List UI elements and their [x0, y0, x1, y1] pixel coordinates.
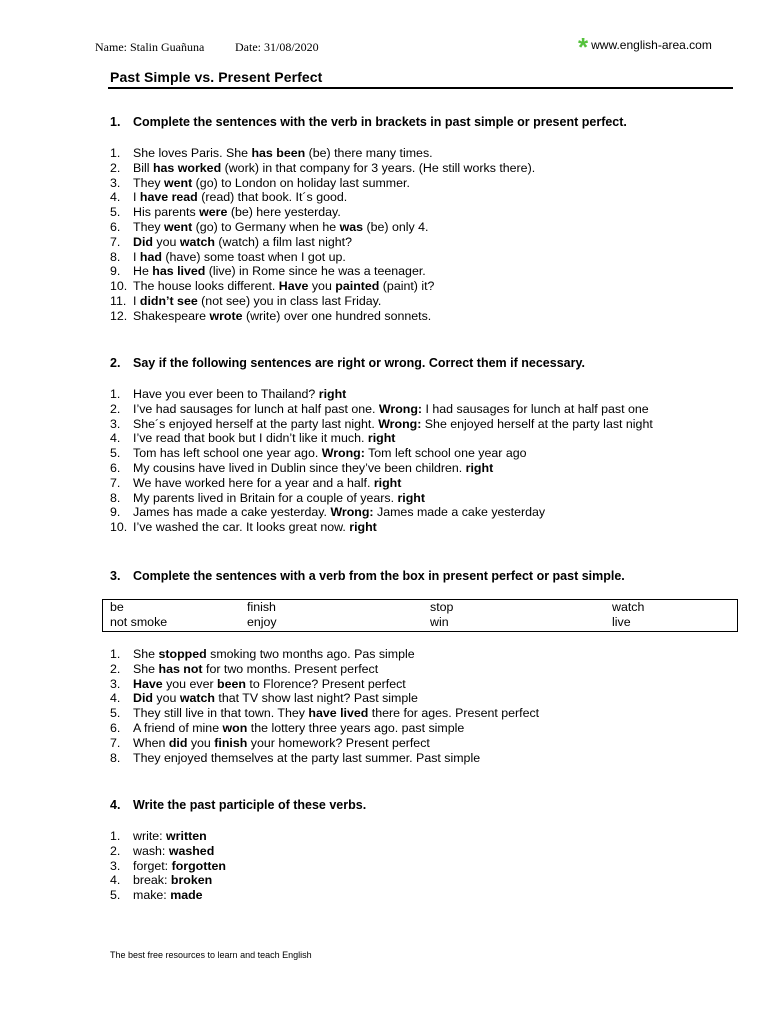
- sentence-text: They: [133, 219, 164, 234]
- item-text: [133, 446, 527, 461]
- section-1: [110, 115, 627, 129]
- answer-text: Did: [133, 691, 153, 706]
- section-heading: [110, 798, 366, 812]
- item-number: 1.: [110, 829, 121, 843]
- item-number: 2.: [110, 661, 121, 676]
- sentence-text: I: [133, 249, 140, 264]
- website-url: www.english-area.com: [591, 38, 712, 52]
- answer-text: been: [217, 676, 246, 691]
- list-item: [110, 476, 653, 491]
- answer-text: right: [349, 520, 377, 535]
- item-number: 4.: [110, 873, 121, 888]
- exercise-list: [110, 829, 226, 903]
- answer-text: have read: [139, 190, 198, 205]
- sentence-text: make:: [133, 888, 171, 903]
- item-number: 7.: [110, 735, 121, 750]
- list-item: [110, 387, 653, 402]
- sentence-text: for two months. Present perfect: [202, 661, 379, 676]
- list-item: [110, 250, 535, 265]
- answer-text: painted: [335, 279, 380, 294]
- sentence-text: (not see) you in class last Friday.: [197, 293, 382, 308]
- list-item: [110, 751, 539, 766]
- list-item: [110, 176, 535, 191]
- answer-text: went: [164, 175, 193, 190]
- list-item: [110, 505, 653, 520]
- item-number: 1.: [110, 146, 121, 160]
- list-item: [110, 520, 653, 535]
- sentence-text: (be) here yesterday.: [227, 205, 341, 220]
- section-heading-text: Write the past participle of these verbs.: [133, 798, 367, 812]
- item-text: [133, 402, 649, 417]
- item-number: 7.: [110, 475, 121, 490]
- sentence-text: (write) over one hundred sonnets.: [242, 308, 432, 323]
- website-logo: [578, 32, 712, 62]
- item-number: 8.: [110, 490, 121, 505]
- list-item: [110, 491, 653, 506]
- sentence-text: (work) in that company for 3 years. (He still works there).: [221, 160, 536, 175]
- verb-box-row: [103, 600, 737, 615]
- sentence-text: I’ve washed the car. It looks great now.: [133, 520, 350, 535]
- verb-box-cell: win: [430, 614, 449, 629]
- answer-text: has worked: [152, 160, 222, 175]
- answer-text: watch: [179, 234, 215, 249]
- item-text: [133, 387, 346, 402]
- section-number: 2.: [110, 356, 121, 370]
- item-number: 8.: [110, 249, 121, 264]
- verb-box-cell: live: [612, 614, 631, 629]
- item-text: [133, 520, 377, 535]
- item-text: [133, 476, 401, 491]
- answer-text: Have: [133, 676, 163, 691]
- item-text: [133, 205, 341, 220]
- sentence-text: His parents: [133, 205, 200, 220]
- item-number: 5.: [110, 888, 121, 903]
- answer-text: right: [397, 490, 425, 505]
- item-number: 10.: [110, 279, 128, 294]
- sentence-text: (be) there many times.: [305, 146, 433, 160]
- item-text: [133, 176, 410, 191]
- sentence-text: I’ve had sausages for lunch at half past one.: [133, 401, 379, 416]
- item-text: [133, 844, 214, 859]
- list-item: [110, 279, 535, 294]
- answer-text: right: [367, 431, 396, 446]
- list-item: [110, 859, 226, 874]
- verb-box-cell: watch: [612, 600, 645, 614]
- section-heading-text: Complete the sentences with a verb from the box in present perfect or past simple.: [133, 569, 625, 583]
- exercise-list: [110, 387, 653, 535]
- verb-box-cell: finish: [247, 600, 276, 614]
- answer-text: was: [339, 219, 364, 234]
- sentence-text: We have worked here for a year and a half.: [133, 475, 374, 490]
- item-text: [133, 721, 464, 736]
- sentence-text: break:: [133, 873, 171, 888]
- item-number: 1.: [110, 647, 121, 661]
- sentence-text: (paint) it?: [379, 279, 435, 294]
- item-text: [133, 505, 545, 520]
- item-text: [133, 662, 378, 677]
- item-text: [133, 491, 425, 506]
- item-number: 3.: [110, 416, 121, 431]
- item-text: [133, 279, 434, 294]
- answer-text: had: [139, 249, 162, 264]
- list-item: [110, 647, 539, 662]
- list-item: [110, 706, 539, 721]
- answer-text: right: [318, 387, 347, 401]
- list-item: [110, 294, 535, 309]
- answer-text: wrote: [209, 308, 243, 323]
- answer-text: were: [199, 205, 228, 220]
- sentence-text: They still live in that town. They: [133, 706, 309, 721]
- item-number: 9.: [110, 264, 121, 279]
- item-text: [133, 873, 212, 888]
- item-text: [133, 146, 433, 161]
- section-heading-text: Complete the sentences with the verb in brackets in past simple or present perfect.: [133, 115, 627, 129]
- list-item: [110, 662, 539, 677]
- asterisk-icon: *: [578, 32, 589, 62]
- section-heading: [110, 356, 585, 370]
- footer-tagline: The best free resources to learn and teach English: [110, 950, 312, 960]
- item-text: [133, 294, 381, 309]
- sentence-text: to Florence? Present perfect: [245, 676, 406, 691]
- list-item: [110, 888, 226, 903]
- list-item: [110, 721, 539, 736]
- sentence-text: When: [133, 735, 169, 750]
- sentence-text: (live) in Rome since he was a teenager.: [205, 264, 426, 279]
- sentence-text: I had sausages for lunch at half past one: [422, 401, 649, 416]
- answer-text: has not: [158, 661, 203, 676]
- answer-text: washed: [168, 843, 215, 858]
- item-number: 2.: [110, 843, 121, 858]
- title-divider: [108, 87, 733, 89]
- answer-text: has been: [251, 146, 306, 160]
- sentence-text: your homework? Present perfect: [247, 735, 430, 750]
- sentence-text: She: [133, 647, 159, 661]
- sentence-text: They enjoyed themselves at the party last summer. Past simple: [133, 750, 481, 765]
- list-item: [110, 220, 535, 235]
- item-text: [133, 647, 415, 662]
- list-item: [110, 309, 535, 324]
- list-item: [110, 736, 539, 751]
- answer-text: broken: [170, 873, 213, 888]
- student-name: Name: Stalin Guañuna: [95, 40, 205, 54]
- sentence-text: (go) to Germany when he: [192, 219, 340, 234]
- item-text: [133, 431, 395, 446]
- answer-text: have lived: [308, 706, 369, 721]
- section-4: [110, 798, 366, 812]
- item-number: 5.: [110, 205, 121, 220]
- answer-text: Wrong:: [330, 505, 374, 520]
- sentence-text: (have) some toast when I got up.: [161, 249, 346, 264]
- answer-text: Did: [133, 234, 153, 249]
- sentence-text: Shakespeare: [133, 308, 210, 323]
- sentence-text: Bill: [133, 160, 153, 175]
- verb-box-cell: be: [110, 600, 124, 614]
- section-number: 4.: [110, 798, 121, 812]
- item-text: [133, 250, 346, 265]
- item-number: 1.: [110, 387, 121, 401]
- sentence-text: Tom left school one year ago: [364, 446, 527, 461]
- list-item: [110, 417, 653, 432]
- verb-box-row: [103, 615, 737, 630]
- item-number: 6.: [110, 460, 121, 475]
- answer-text: right: [373, 475, 402, 490]
- item-text: [133, 309, 431, 324]
- sentence-text: there for ages. Present perfect: [368, 706, 540, 721]
- list-item: [110, 205, 535, 220]
- sentence-text: She: [133, 661, 159, 676]
- section-2: [110, 356, 585, 370]
- item-number: 10.: [110, 520, 128, 535]
- sentence-text: you: [187, 735, 215, 750]
- section-heading: [110, 569, 625, 583]
- page-title: Past Simple vs. Present Perfect: [110, 69, 323, 85]
- section-3: [110, 569, 625, 583]
- sentence-text: you: [152, 234, 180, 249]
- answer-text: right: [465, 460, 494, 475]
- sentence-text: She loves Paris. She: [133, 146, 252, 160]
- answer-text: did: [168, 735, 188, 750]
- answer-text: won: [222, 720, 248, 735]
- sentence-text: My cousins have lived in Dublin since they’ve been children.: [133, 460, 466, 475]
- answer-text: Wrong:: [321, 446, 365, 461]
- list-item: [110, 691, 539, 706]
- sentence-text: James has made a cake yesterday.: [133, 505, 331, 520]
- list-item: [110, 235, 535, 250]
- sentence-text: She´s enjoyed herself at the party last night.: [133, 416, 379, 431]
- item-number: 12.: [110, 308, 128, 323]
- sentence-text: you: [152, 691, 180, 706]
- section-heading: [110, 115, 627, 129]
- sentence-text: A friend of mine: [133, 720, 223, 735]
- list-item: [110, 829, 226, 844]
- list-item: [110, 461, 653, 476]
- sentence-text: forget:: [133, 858, 172, 873]
- item-text: [133, 751, 480, 766]
- item-text: [133, 677, 406, 692]
- list-item: [110, 446, 653, 461]
- item-number: 7.: [110, 234, 121, 249]
- item-text: [133, 888, 203, 903]
- item-number: 2.: [110, 160, 121, 175]
- item-number: 4.: [110, 691, 121, 706]
- verb-box-cell: enjoy: [247, 614, 277, 629]
- sentence-text: They: [133, 175, 164, 190]
- sentence-text: The house looks different.: [133, 279, 279, 294]
- sentence-text: James made a cake yesterday: [373, 505, 546, 520]
- answer-text: finish: [214, 735, 248, 750]
- item-text: [133, 235, 352, 250]
- item-text: [133, 264, 426, 279]
- sentence-text: I’ve read that book but I didn’t like it much.: [133, 431, 368, 446]
- section-heading-text: Say if the following sentences are right or wrong. Correct them if necessary.: [133, 356, 585, 370]
- answer-text: watch: [179, 691, 215, 706]
- item-number: 3.: [110, 676, 121, 691]
- verb-box-cell: stop: [430, 600, 454, 614]
- sentence-text: the lottery three years ago. past simple: [247, 720, 465, 735]
- list-item: [110, 844, 226, 859]
- sentence-text: My parents lived in Britain for a couple of years.: [133, 490, 398, 505]
- item-number: 3.: [110, 858, 121, 873]
- list-item: [110, 402, 653, 417]
- answer-text: went: [164, 219, 193, 234]
- item-number: 2.: [110, 401, 121, 416]
- sentence-text: I: [133, 293, 140, 308]
- answer-text: written: [166, 829, 207, 843]
- item-text: [133, 161, 535, 176]
- verb-box: [102, 599, 738, 632]
- item-number: 6.: [110, 720, 121, 735]
- item-number: 11.: [110, 293, 127, 308]
- item-number: 4.: [110, 190, 121, 205]
- sentence-text: (be) only 4.: [363, 219, 429, 234]
- list-item: [110, 431, 653, 446]
- answer-text: made: [170, 888, 203, 903]
- sentence-text: (read) that book. It´s good.: [197, 190, 348, 205]
- answer-text: Wrong:: [378, 401, 423, 416]
- item-text: [133, 706, 539, 721]
- section-number: 3.: [110, 569, 121, 583]
- list-item: [110, 264, 535, 279]
- answer-text: stopped: [158, 647, 207, 661]
- item-number: 8.: [110, 750, 121, 765]
- sentence-text: you: [308, 279, 336, 294]
- sentence-text: She enjoyed herself at the party last night: [421, 416, 653, 431]
- section-number: 1.: [110, 115, 121, 129]
- item-number: 5.: [110, 706, 121, 721]
- item-number: 9.: [110, 505, 121, 520]
- exercise-list: [110, 647, 539, 765]
- answer-text: Have: [278, 279, 309, 294]
- item-text: [133, 417, 653, 432]
- sentence-text: Tom has left school one year ago.: [133, 446, 322, 461]
- worksheet-date: Date: 31/08/2020: [235, 40, 319, 54]
- item-number: 4.: [110, 431, 121, 446]
- sentence-text: that TV show last night? Past simple: [214, 691, 418, 706]
- list-item: [110, 190, 535, 205]
- sentence-text: (watch) a film last night?: [214, 234, 353, 249]
- item-text: [133, 190, 347, 205]
- sentence-text: smoking two months ago. Pas simple: [206, 647, 415, 661]
- answer-text: forgotten: [171, 858, 226, 873]
- list-item: [110, 677, 539, 692]
- sentence-text: Have you ever been to Thailand?: [133, 387, 319, 401]
- item-number: 3.: [110, 175, 121, 190]
- item-number: 5.: [110, 446, 121, 461]
- sentence-text: He: [133, 264, 153, 279]
- list-item: [110, 146, 535, 161]
- item-text: [133, 691, 418, 706]
- sentence-text: wash:: [133, 843, 169, 858]
- item-number: 6.: [110, 219, 121, 234]
- list-item: [110, 161, 535, 176]
- sentence-text: I: [133, 190, 140, 205]
- item-text: [133, 859, 226, 874]
- exercise-list: [110, 146, 535, 324]
- item-text: [133, 736, 430, 751]
- item-text: [133, 829, 207, 844]
- list-item: [110, 873, 226, 888]
- answer-text: Wrong:: [378, 416, 422, 431]
- answer-text: didn’t see: [139, 293, 198, 308]
- sentence-text: (go) to London on holiday last summer.: [192, 175, 410, 190]
- verb-box-cell: not smoke: [110, 614, 168, 629]
- answer-text: has lived: [152, 264, 206, 279]
- item-text: [133, 220, 428, 235]
- item-text: [133, 461, 493, 476]
- sentence-text: write:: [133, 829, 167, 843]
- sentence-text: you ever: [162, 676, 218, 691]
